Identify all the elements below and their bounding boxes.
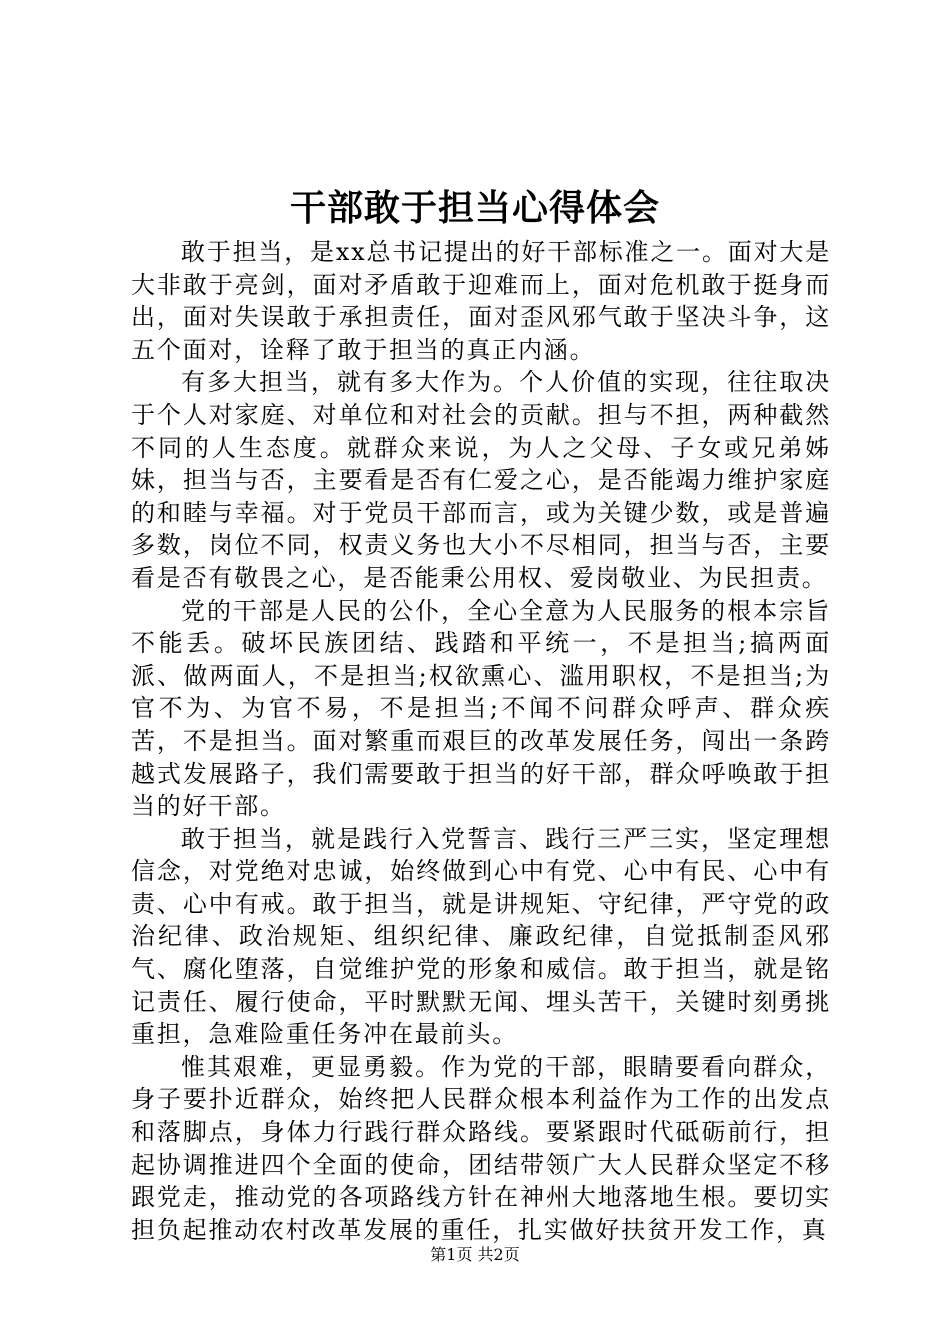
page-number-footer: 第1页 共2页 xyxy=(430,1245,520,1264)
document-body xyxy=(131,236,831,1246)
paragraph-3: 党的干部是人民的公仆，全心全意为人民服务的根本宗旨不能丢。破坏民族团结、践踏和平统一，不是担当;搞两面派、做两面人，不是担当;权欲熏心、滥用职权，不是担当;为官不为、为官不易，不是担当;不闻不问群众呼声、群众疾苦，不是担当。面对繁重而艰巨的改革发展任务，闯出一条跨越式发展路子，我们需要敢于担当的好干部，群众呼唤敢于担当的好干部。 xyxy=(131,596,831,821)
paragraph-4: 敢于担当，就是践行入党誓言、践行三严三实，坚定理想信念，对党绝对忠诚，始终做到心中有党、心中有民、心中有责、心中有戒。敢于担当，就是讲规矩、守纪律，严守党的政治纪律、政治规矩、组织纪律、廉政纪律，自觉抵制歪风邪气、腐化堕落，自觉维护党的形象和威信。敢于担当，就是铭记责任、履行使命，平时默默无闻、埋头苦干，关键时刻勇挑重担，急难险重任务冲在最前头。 xyxy=(131,824,831,1049)
paragraph-5: 惟其艰难，更显勇毅。作为党的干部，眼睛要看向群众，身子要扑近群众，始终把人民群众根本利益作为工作的出发点和落脚点，身体力行践行群众路线。要紧跟时代砥砺前行，担起协调推进四个全面的使命，团结带领广大人民群众坚定不移跟党走，推动党的各项路线方针在神州大地落地生根。要切实担负起推动农村改革发展的重任，扎实做好扶贫开发工作，真 xyxy=(131,1052,831,1244)
paragraph-2: 有多大担当，就有多大作为。个人价值的实现，往往取决于个人对家庭、对单位和对社会的贡献。担与不担，两种截然不同的人生态度。就群众来说，为人之父母、子女或兄弟姊妹，担当与否，主要看是否有仁爱之心，是否能竭力维护家庭的和睦与幸福。对于党员干部而言，或为关键少数，或是普遍多数，岗位不同，权责义务也大小不尽相同，担当与否，主要看是否有敬畏之心，是否能秉公用权、爱岗敬业、为民担责。 xyxy=(131,368,831,592)
paragraph-1: 敢于担当，是xx总书记提出的好干部标准之一。面对大是大非敢于亮剑，面对矛盾敢于迎难而上，面对危机敢于挺身而出，面对失误敢于承担责任，面对歪风邪气敢于坚决斗争，这五个面对，诠释了敢于担当的真正内涵。 xyxy=(131,238,831,364)
document-title: 干部敢于担当心得体会 xyxy=(289,187,660,229)
